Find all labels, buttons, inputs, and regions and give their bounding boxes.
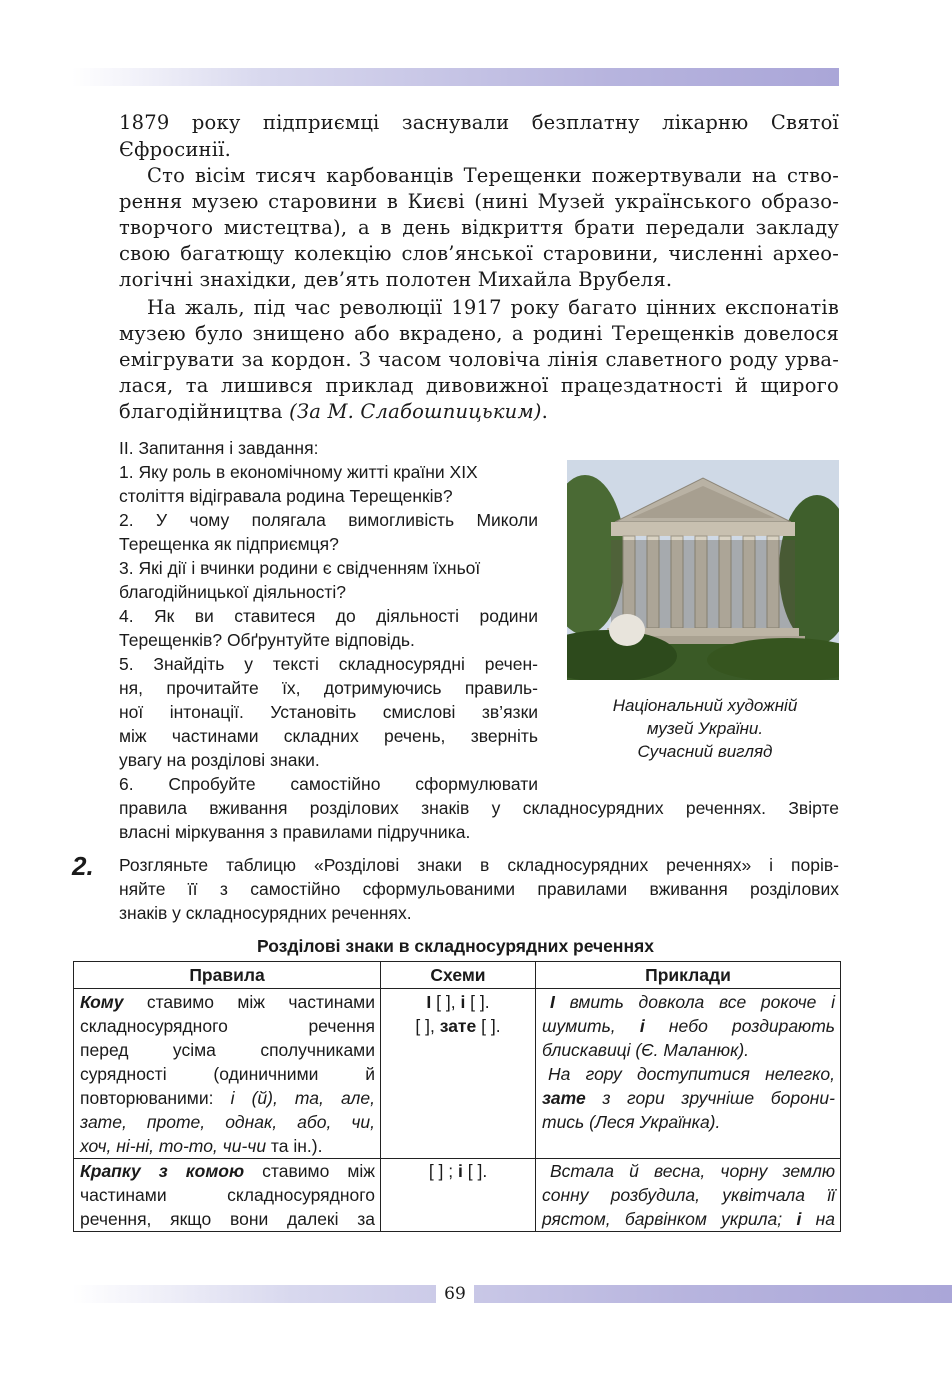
photo-caption <box>560 694 850 763</box>
rule-term: Кому <box>80 992 124 1012</box>
para2-line3: творчого мистецтва), а в день відкриття брати передали закладу <box>119 216 839 239</box>
header-decor-bar <box>72 68 839 86</box>
question-line: століття відігравала родина Терещенків? <box>119 486 453 506</box>
scheme-cell: [ ] ; і [ ]. <box>381 1159 536 1232</box>
question-line: Терещенків? Обґрунтуйте відповідь. <box>119 630 415 650</box>
example-cell: Встала й весна, чорну землю сонну розбудила, уквітчала її рястом, барвінком укрила; і на <box>536 1159 841 1232</box>
header-examples: Приклади <box>536 962 841 989</box>
para3-line1: На жаль, під час революції 1917 року багато цінних експонатів <box>147 296 839 319</box>
para3-line3: емігрувати за кордон. З часом чоловіча лінія славетного роду урва- <box>119 348 839 371</box>
task-number: 2. <box>72 851 94 881</box>
question-line: ної інтонації. Установіть смислові зв’язки <box>119 702 538 722</box>
questions-heading: ІІ. Запитання і завдання: <box>119 438 319 458</box>
para2-line4: свою багатющу колекцію слов’янської старовини, численні архео- <box>119 242 839 265</box>
task2-line: знаків у складносурядних реченнях. <box>119 903 412 923</box>
table-row <box>74 1159 841 1232</box>
table-title: Розділові знаки в складносурядних реченнях <box>256 936 654 956</box>
museum-photo <box>567 460 839 680</box>
museum-building-image <box>567 460 839 680</box>
question-line: 1. Яку роль в економічному житті країни ХІХ <box>119 462 478 482</box>
header-schemes: Схеми <box>381 962 536 989</box>
para1-line2: Єфросинії. <box>119 138 231 161</box>
header-rules: Правила <box>74 962 381 989</box>
question-line: правила вживання розділових знаків у складносурядних реченнях. Звірте <box>119 798 839 818</box>
caption-line: Національний художній <box>612 696 798 715</box>
question-line: 3. Які дії і вчинки родини є свідченням їхньої <box>119 558 481 578</box>
question-line: благодійницької діяльності? <box>119 582 346 602</box>
rule-cell: Кому ставимо між частинами складносурядного речення перед усіма сполучниками сурядності (одиничними й повторюваними: і (й), та, але, зате, проте, однак, або, чи, хоч, ні-ні, то-то, чи-чи та ін.). <box>74 989 381 1159</box>
para2-line1: Сто вісім тисяч карбованців Терещенки пожертвували на ство- <box>147 164 839 187</box>
body-text <box>119 110 839 430</box>
task2-line: Розгляньте таблицю «Розділові знаки в складносурядних реченнях» і порів- <box>119 855 839 875</box>
source-citation: (За М. Слабошпицьким) <box>289 400 542 423</box>
para3-line2: музею було знищено або вкрадено, а родині Терещенків довелося <box>119 322 839 345</box>
question-line: Терещенка як підприємця? <box>119 534 339 554</box>
page-number: 69 <box>436 1282 474 1306</box>
footer-decor-bar <box>72 1285 952 1303</box>
table-row <box>74 989 841 1159</box>
caption-line: музей України. <box>646 719 764 738</box>
punctuation-table <box>73 961 841 1232</box>
para2-line2: рення музею старовини в Києві (нині Музей українського образо- <box>119 190 839 213</box>
question-line: 2. У чому полягала вимогливість Миколи <box>119 510 538 530</box>
table-header-row <box>74 962 841 989</box>
para1-line1: 1879 року підприємці заснували безплатну лікарню Святої <box>119 111 839 134</box>
rule-term: Крапку з комою <box>80 1161 245 1181</box>
rule-cell: Крапку з комою ставимо між частинами складносурядного речення, якщо вони далекі за <box>74 1159 381 1232</box>
caption-line: Сучасний вигляд <box>637 742 773 761</box>
question-line: увагу на розділові знаки. <box>119 750 320 770</box>
question-line: між частинами складних речень, зверніть <box>119 726 538 746</box>
para3-line5: благодійництва (За М. Слабошпицьким). <box>119 400 549 423</box>
question-line: 5. Знайдіть у тексті складносурядні речен- <box>119 654 538 674</box>
question-line: 6. Спробуйте самостійно сформулювати <box>119 774 538 794</box>
para3-line4: лася, та лишився приклад дивовижної працездатності й щирого <box>119 374 839 397</box>
scheme-cell: І [ ], і [ ]. [ ], зате [ ]. <box>381 989 536 1159</box>
example-cell: І вмить довкола все рокоче і шумить, і небо роздирають блискавиці (Є. Маланюк). На гору доступитися нелегко, зате з гори зручніше борони- тись (Леся Українка). <box>536 989 841 1159</box>
para2-line5: логічні знахідки, дев’ять полотен Михайла Врубеля. <box>119 268 673 291</box>
question-line: власні міркування з правилами підручника. <box>119 822 471 842</box>
question-line: 4. Як ви ставитеся до діяльності родини <box>119 606 538 626</box>
question-line: ня, прочитайте їх, дотримуючись правиль- <box>119 678 538 698</box>
task2-line: няйте її з самостійно сформульованими правилами вживання розділових <box>119 879 839 899</box>
task2-text <box>119 853 839 925</box>
